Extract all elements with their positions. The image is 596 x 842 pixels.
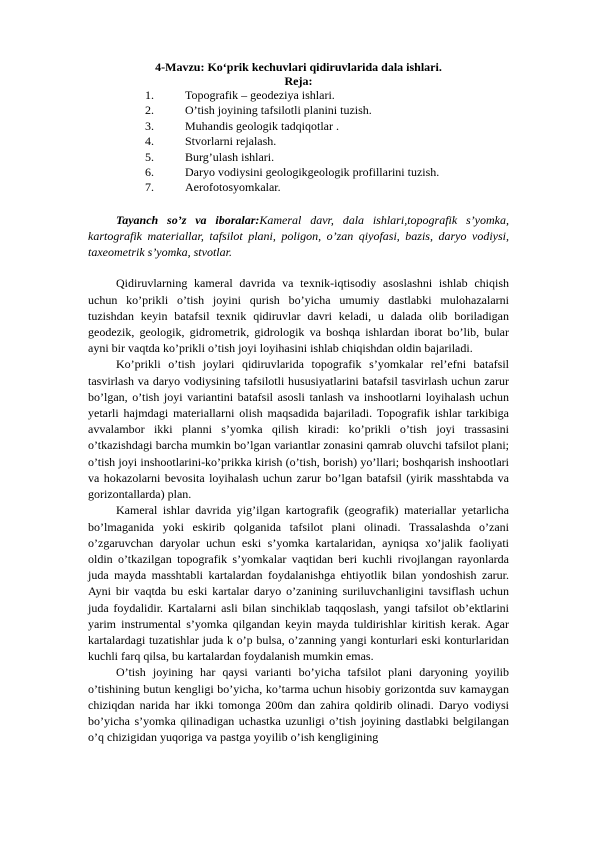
plan-item-number: 7.: [145, 180, 154, 195]
body-paragraph: Ko’prikli o’tish joylari qidiruvlarida topografik s’yomkalar rel’efni batafsil tasvirlash va daryo vodiysining tafsilotli hususiyatlarini batafsil tasvirlash uchun zarur bo’lgan, o’tish joyi variantini batafsil asosli tanlash va inshootlarni loyihalash uchun yetarli hajmdagi materiallarni olish maqsadida bajariladi. Topografik ishlar tarkibiga avvalambor ikki planni s’yomka qilish kiradi: ko’prikli o’tish joyi trassasini o’tkazishdagi barcha mumkin bo’lgan variantlar zonasini qamrab oluvchi tafsilot plani; o’tish joyi inshootlarini-ko’prikka kirish (o’tish, borish) yo’llari; boshqarish inshootlari va hokazolarni bevosita loyihalash uchun zarur bo’lgan batafsil (yirik masshtabda va gorizontallarda) plan.: [88, 357, 509, 502]
plan-heading: Reja:: [284, 74, 313, 88]
plan-item: [145, 134, 509, 149]
page-title: 4-Mavzu: Ko‘prik kechuvlari qidiruvlarida dala ishlari.: [155, 60, 442, 74]
plan-item: [145, 119, 509, 134]
plan-item: [145, 88, 509, 103]
plan-item: [145, 180, 509, 195]
plan-item-number: 6.: [145, 165, 154, 180]
plan-item-number: 2.: [145, 103, 154, 118]
plan-item-number: 3.: [145, 118, 154, 133]
plan-item-text: Burg’ulash ishlari.: [185, 149, 275, 164]
plan-item-number: 4.: [145, 134, 154, 149]
plan-item-text: Topografik – geodeziya ishlari.: [185, 88, 335, 102]
body-paragraph: Kameral ishlar davrida yig’ilgan kartografik (geografik) materiallar yetarlicha bo’lmaganida yoki eskirib qolganida tafsilot plani olinadi. Trassalashda o’zani o’zgaruvchan daryolar uchun eski s’yomka kartalaridan, ayniqsa xo’jalik faoliyati oldin o’tkazilgan topografik s’yomkalar vaqtidan beri kuchli rivojlangan rayonlarda juda mayda masshtabli kartalardan foydalanishga ehtiyotlik bilan yondoshish zarur. Ayni bir vaqtda bu eski kartalar daryo o’zanining suriluvchanligini tavsiflash uchun juda foydalidir. Kartalarni asli bilan sinchiklab taqqoslash, yangi tafsilot ob’ektlarini yarim instrumental s’yomka qilgandan keyin mayda tuldirishlar kiritish kerak. Agar kartalardagi tuzatishlar juda k o’p bulsa, o’zanning yangi konturlari eski konturlaridan kuchli farq qilsa, bu kartalardan foydalanish mumkin emas.: [88, 503, 509, 664]
plan-item-text: Muhandis geologik tadqiqotlar .: [185, 118, 339, 133]
plan-list: [88, 88, 509, 196]
plan-item-text: Stvorlarni rejalash.: [185, 134, 277, 149]
document-page: [88, 60, 509, 745]
plan-item-number: 5.: [145, 149, 154, 164]
plan-item: [145, 103, 509, 118]
plan-item-text: O’tish joyining tafsilotli planini tuzish.: [185, 103, 372, 118]
plan-item-text: Daryo vodiysini geologikgeologik profillarini tuzish.: [185, 165, 440, 180]
plan-item: [145, 150, 509, 165]
keywords-paragraph: [88, 212, 509, 261]
plan-item: [145, 165, 509, 180]
keywords-label: Tayanch so’z va iboralar:: [116, 212, 260, 227]
keywords-text: Kameral davr, dala ishlari,topografik s’yomka, kartografik materiallar, tafsilot plani, poligon, o’zan qiyofasi, bazis, daryo vodiysi, taxeometrik s’yomka, stvotlar.: [88, 212, 509, 260]
body-paragraph: Qidiruvlarning kameral davrida va texnik-iqtisodiy asoslashni ishlab chiqish uchun ko’prikli o’tish joyini qurish bo’yicha umumiy dastlabki mulohazalarni tuzishdan keyin batafsil texnik qidiruvlar davri keladi, u dalada olib boriladigan geodezik, geologik, gidrometrik, gidrologik va boshqa ishlardan iborat bo’lib, bular ayni bir vaqtda ko’prikli o’tish joyi loyihasini ishlab chiqishdan oldin bajariladi.: [88, 276, 509, 356]
plan-item-text: Aerofotosyomkalar.: [185, 180, 281, 195]
body-paragraph: O’tish joyining har qaysi varianti bo’yicha tafsilot plani daryoning yoyilib o’tishining butun kengligi bo’yicha, ko’tarma uchun hisobiy gorizontda suv kamaygan chiziqdan narida har ikki tomonga 200m dan zahira qoldirib olinadi. Daryo vodiysi bo’yicha s’yomka qilinadigan uchastka uzunligi o’tish joyining dastlabki belgilangan o’q chizigidan yuqoriga va pastga yoyilib o’ish kengligining: [88, 665, 509, 745]
plan-item-number: 1.: [145, 88, 154, 102]
